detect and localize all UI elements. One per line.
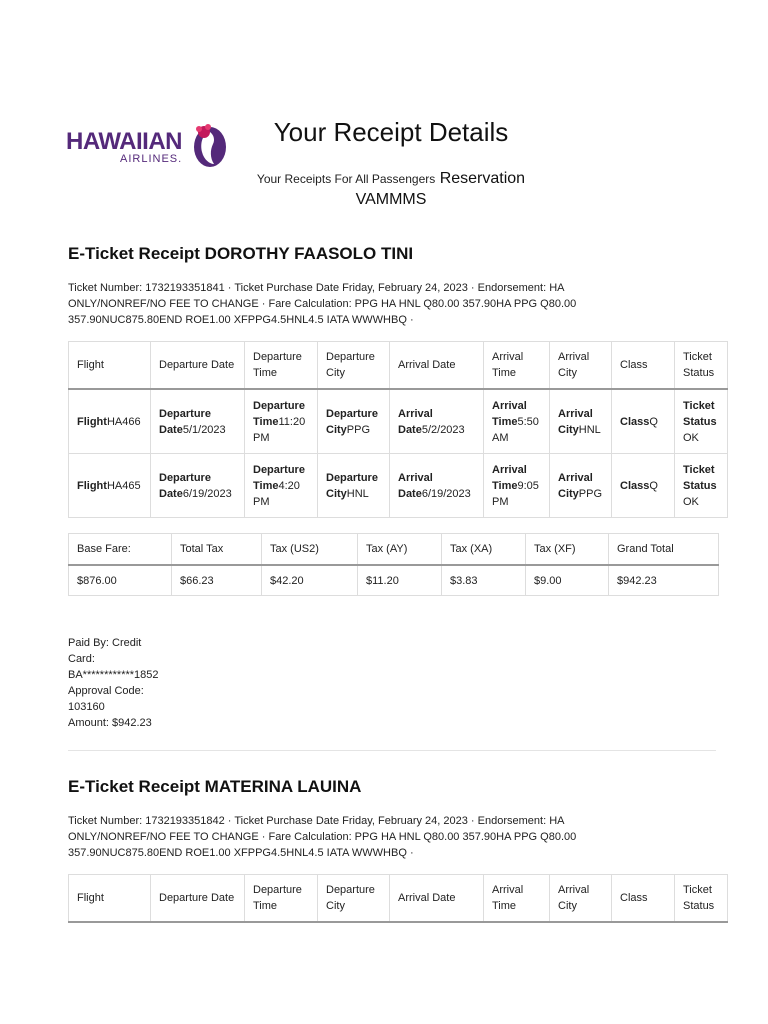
col-header: Class (612, 875, 675, 923)
cell-departure-date: Departure Date6/19/2023 (151, 454, 245, 518)
table-header-row (69, 342, 728, 390)
cell-arrival-date: Arrival Date5/2/2023 (390, 389, 484, 454)
col-header: Tax (XA) (442, 534, 526, 566)
flights-table-wrap (68, 341, 728, 518)
col-header: Arrival Time (484, 875, 550, 923)
cell-class: ClassQ (612, 389, 675, 454)
cell-class: ClassQ (612, 454, 675, 518)
reservation-code: VAMMMS (355, 191, 427, 208)
col-header: Tax (US2) (262, 534, 358, 566)
cell-ticket-status: Ticket Status OK (675, 389, 728, 454)
col-header: Grand Total (609, 534, 719, 566)
cell-arrival-time: Arrival Time5:50 AM (484, 389, 550, 454)
receipt-title: E-Ticket Receipt MATERINA LAUINA (68, 777, 362, 796)
cell-tax-xa: $3.83 (442, 565, 526, 596)
receipt-title: E-Ticket Receipt DOROTHY FAASOLO TINI (68, 244, 414, 263)
table-row (69, 389, 728, 454)
cell-arrival-date: Arrival Date6/19/2023 (390, 454, 484, 518)
col-header: Departure Time (245, 342, 318, 390)
col-header: Base Fare: (69, 534, 172, 566)
flights-table (68, 341, 728, 518)
cell-departure-city: Departure CityHNL (318, 454, 390, 518)
receipt-section (68, 777, 724, 861)
col-header: Ticket Status (675, 342, 728, 390)
col-header: Ticket Status (675, 875, 728, 923)
col-header: Departure Time (245, 875, 318, 923)
cell-flight: FlightHA466 (69, 389, 151, 454)
flights-table (68, 874, 728, 923)
col-header: Tax (AY) (358, 534, 442, 566)
cell-base-fare: $876.00 (69, 565, 172, 596)
cell-tax-ay: $11.20 (358, 565, 442, 596)
col-header: Flight (69, 342, 151, 390)
section-divider (68, 750, 716, 751)
col-header: Class (612, 342, 675, 390)
cell-arrival-time: Arrival Time9:05 PM (484, 454, 550, 518)
logo-wordmark: HAWAIIAN (66, 128, 182, 155)
col-header: Arrival Time (484, 342, 550, 390)
col-header: Arrival City (550, 875, 612, 923)
table-row (69, 454, 728, 518)
receipts-for-label: Your Receipts For All Passengers (256, 172, 436, 186)
fare-table (68, 533, 719, 596)
cell-flight: FlightHA465 (69, 454, 151, 518)
logo-subtitle: AIRLINES. (120, 153, 183, 165)
fare-header-row (69, 534, 719, 566)
cell-departure-time: Departure Time4:20 PM (245, 454, 318, 518)
col-header: Total Tax (172, 534, 262, 566)
col-header: Arrival Date (390, 875, 484, 923)
col-header: Departure City (318, 875, 390, 923)
amount-text: Amount: $942.23 (68, 717, 152, 729)
reservation-label: Reservation (439, 170, 526, 187)
approval-code-text: Approval Code: 103160 (68, 685, 144, 713)
cell-tax-xf: $9.00 (526, 565, 609, 596)
col-header: Departure Date (151, 342, 245, 390)
table-row (69, 565, 719, 596)
fare-table-wrap (68, 533, 719, 596)
cell-total-tax: $66.23 (172, 565, 262, 596)
receipt-header (0, 0, 768, 230)
cell-departure-date: Departure Date5/1/2023 (151, 389, 245, 454)
col-header: Departure Date (151, 875, 245, 923)
ticket-info: Ticket Number: 1732193351842 · Ticket Purchase Date Friday, February 24, 2023 · Endorsement: HA ONLY/NONREF/NO FEE TO CHANGE · Fare Calculation: PPG HA HNL Q80.00 357.90HA PPG Q80.00 357.90NUC875.80END ROE1.00 XFPPG4.5HNL4.5 IATA WWWHBQ · (68, 815, 577, 859)
cell-arrival-city: Arrival CityPPG (550, 454, 612, 518)
reservation-subline (0, 170, 768, 188)
cell-tax-us2: $42.20 (262, 565, 358, 596)
cell-ticket-status: Ticket Status OK (675, 454, 728, 518)
ticket-info: Ticket Number: 1732193351841 · Ticket Purchase Date Friday, February 24, 2023 · Endorsement: HA ONLY/NONREF/NO FEE TO CHANGE · Fare Calculation: PPG HA HNL Q80.00 357.90HA PPG Q80.00 357.90NUC875.80END ROE1.00 XFPPG4.5HNL4.5 IATA WWWHBQ · (68, 282, 577, 326)
col-header: Flight (69, 875, 151, 923)
col-header: Tax (XF) (526, 534, 609, 566)
cell-departure-city: Departure CityPPG (318, 389, 390, 454)
table-header-row (69, 875, 728, 923)
cell-grand-total: $942.23 (609, 565, 719, 596)
col-header: Departure City (318, 342, 390, 390)
paid-by-text: Paid By: Credit Card: BA************1852 (68, 637, 159, 681)
payment-details (68, 635, 168, 731)
cell-departure-time: Departure Time11:20 PM (245, 389, 318, 454)
col-header: Arrival City (550, 342, 612, 390)
flights-table-wrap (68, 874, 728, 923)
receipt-section (68, 244, 724, 328)
page-title: Your Receipt Details (273, 117, 509, 147)
col-header: Arrival Date (390, 342, 484, 390)
cell-arrival-city: Arrival CityHNL (550, 389, 612, 454)
